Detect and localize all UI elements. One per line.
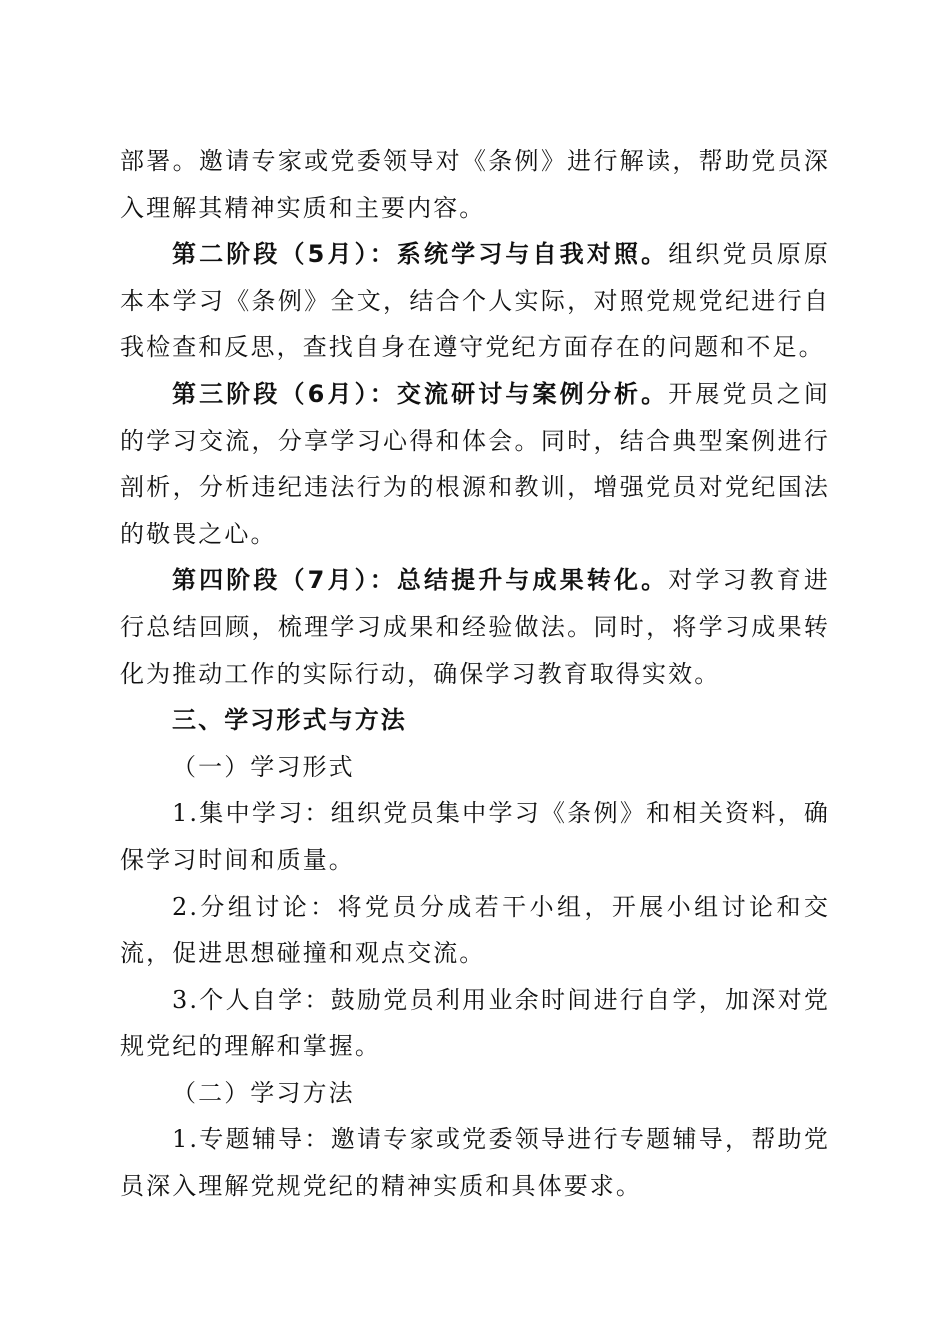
learning-forms-heading: （一）学习形式: [172, 752, 355, 781]
stage-3-body: 开展党员之间的学习交流，分享学习心得和体会。同时，结合典型案例进行剖析，分析违纪违法行为的根源和教训，增强党员对党纪国法的敬畏之心。: [120, 379, 830, 548]
stage-4-body: 对学习教育进行总结回顾，梳理学习成果和经验做法。同时，将学习成果转化为推动工作的实际行动，确保学习教育取得实效。: [120, 566, 830, 688]
paragraph-continuation: [120, 138, 830, 231]
stage-4-lead: 第四阶段（7月）：总结提升与成果转化。: [172, 566, 669, 595]
section-3-heading: 三、学习形式与方法: [172, 706, 407, 735]
form-item-1: 1.集中学习：组织党员集中学习《条例》和相关资料，确保学习时间和质量。: [120, 799, 830, 874]
stage-2-body: 组织党员原原本本学习《条例》全文，结合个人实际，对照党规党纪进行自我检查和反思，查找自身在遵守党纪方面存在的问题和不足。: [120, 240, 830, 362]
paragraph-stage-3: [120, 371, 830, 557]
paragraph-text: 部署。邀请专家或党委领导对《条例》进行解读，帮助党员深入理解其精神实质和主要内容。: [120, 147, 830, 222]
form-item-3: 3.个人自学：鼓励党员利用业余时间进行自学，加深对党规党纪的理解和掌握。: [120, 985, 830, 1061]
document-body: [120, 138, 830, 1210]
stage-2-lead: 第二阶段（5月）：系统学习与自我对照。: [172, 240, 669, 269]
learning-methods-heading: （二）学习方法: [172, 1078, 355, 1107]
paragraph-stage-4: [120, 557, 830, 697]
paragraph-stage-2: [120, 231, 830, 371]
method-item-1: 1.专题辅导：邀请专家或党委领导进行专题辅导，帮助党员深入理解党规党纪的精神实质和具体要求。: [120, 1125, 830, 1201]
stage-3-lead: 第三阶段（6月）：交流研讨与案例分析。: [172, 379, 669, 408]
form-item-2: 2.分组讨论：将党员分成若干小组，开展小组讨论和交流，促进思想碰撞和观点交流。: [120, 892, 830, 968]
